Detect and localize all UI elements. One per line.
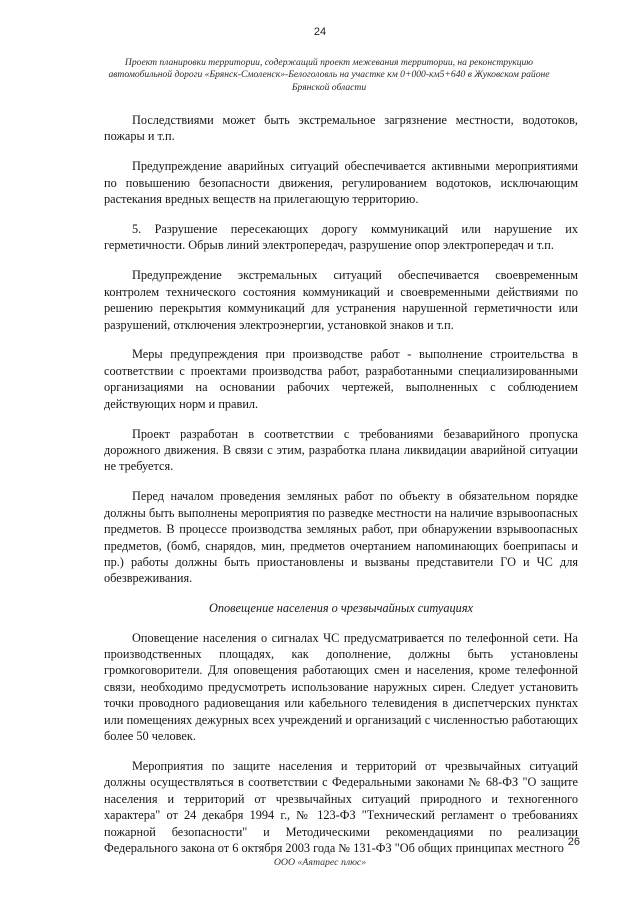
paragraph-traffic-requirements: Проект разработан в соответствии с требованиями безаварийного пропуска дорожного движения. В связи с этим, разработка плана ликвидации аварийной ситуации не требуется. [104, 426, 578, 474]
paragraph-protection-measures: Мероприятия по защите населения и территорий от чрезвычайных ситуаций должны осуществляться в соответствии с Федеральными законами № 68-ФЗ "О защите населения и территорий от чрезвычайных ситуаций природного и техногенного характера" от 24 декабря 1994 г., № 123-ФЗ "Технический регламент о требованиях пожарной безопасности" и Методическими рекомендациями по реализации Федерального закона от 6 октября 2003 года № 131-ФЗ "Об общих принципах местного [104, 759, 578, 856]
paragraph-prevention-measures: Меры предупреждения при производстве работ - выполнение строительства в соответствии с проектами производства работ, разработанными специализированными организациями на основании рабочих чертежей, выполненных с соблюдением действующих норм и правил. [104, 347, 578, 411]
paragraph-utility-damage: 5. Разрушение пересекающих дорогу коммуникаций или нарушение их герметичности. Обрыв линий электропередач, разрушение опор электропередач и т.п. [104, 222, 578, 253]
page-number-top: 24 [313, 26, 327, 38]
running-header-line-1: Проект планировки территории, содержащий проект межевания территории, на реконструкцию [124, 57, 534, 68]
paragraph-explosive-reconnaissance: Перед началом проведения земляных работ по объекту в обязательном порядке должны быть выполнены мероприятия по разведке местности на наличие взрывоопасных предметов. В процессе производства земляных работ, при обнаружении взрывоопасных предметов, (бомб, снарядов, мин, предметов очертанием напоминающих боеприпасы и пр.) работы должны быть приостановлены и вызваны представители ГО и ЧС для обезвреживания. [104, 489, 578, 586]
paragraph-consequences: Последствиями может быть экстремальное загрязнение местности, водотоков, пожары и т.п. [104, 113, 578, 144]
running-header-line-2: автомобильной дороги «Брянск-Смоленск»-Белоголовль на участке км 0+000-км5+640 в Жуковском районе [108, 69, 550, 81]
paragraph-accident-prevention: Предупреждение аварийных ситуаций обеспечивается активными мероприятиями по повышению безопасности движения, регулированием водотоков, исключающим растекания вредных веществ на прилегающую территорию. [104, 159, 578, 207]
section-heading-notification: Оповещение населения о чрезвычайных ситуациях [208, 601, 474, 616]
paragraph-emergency-prevention: Предупреждение экстремальных ситуаций обеспечивается своевременным контролем технического состояния коммуникаций и своевременными действиями по решению перекрытия коммуникаций для устранения нарушенной герметичности или разрушений, отключения электроэнергии, установкой знаков и т.п. [104, 268, 578, 332]
footer-company-name: ООО «Аятарес плюс» [273, 857, 367, 868]
running-header-line-3: Брянской области [291, 81, 367, 93]
paragraph-population-notification: Оповещение населения о сигналах ЧС предусматривается по телефонной сети. На производственных площадях, как дополнение, должны быть установлены громкоговорители. Для оповещения работающих смен и населения, кроме телефонной связи, необходимо предусмотреть использование наружных сирен. Следует установить точки проводного радиовещания или кабельного телевидения в диспетчерских пунктах или помещениях дежурных всех учреждений и организаций с численностью работающих более 50 человек. [104, 630, 578, 744]
page-number-bottom: 26 [567, 836, 580, 848]
running-header [80, 57, 578, 94]
document-body [104, 112, 578, 870]
